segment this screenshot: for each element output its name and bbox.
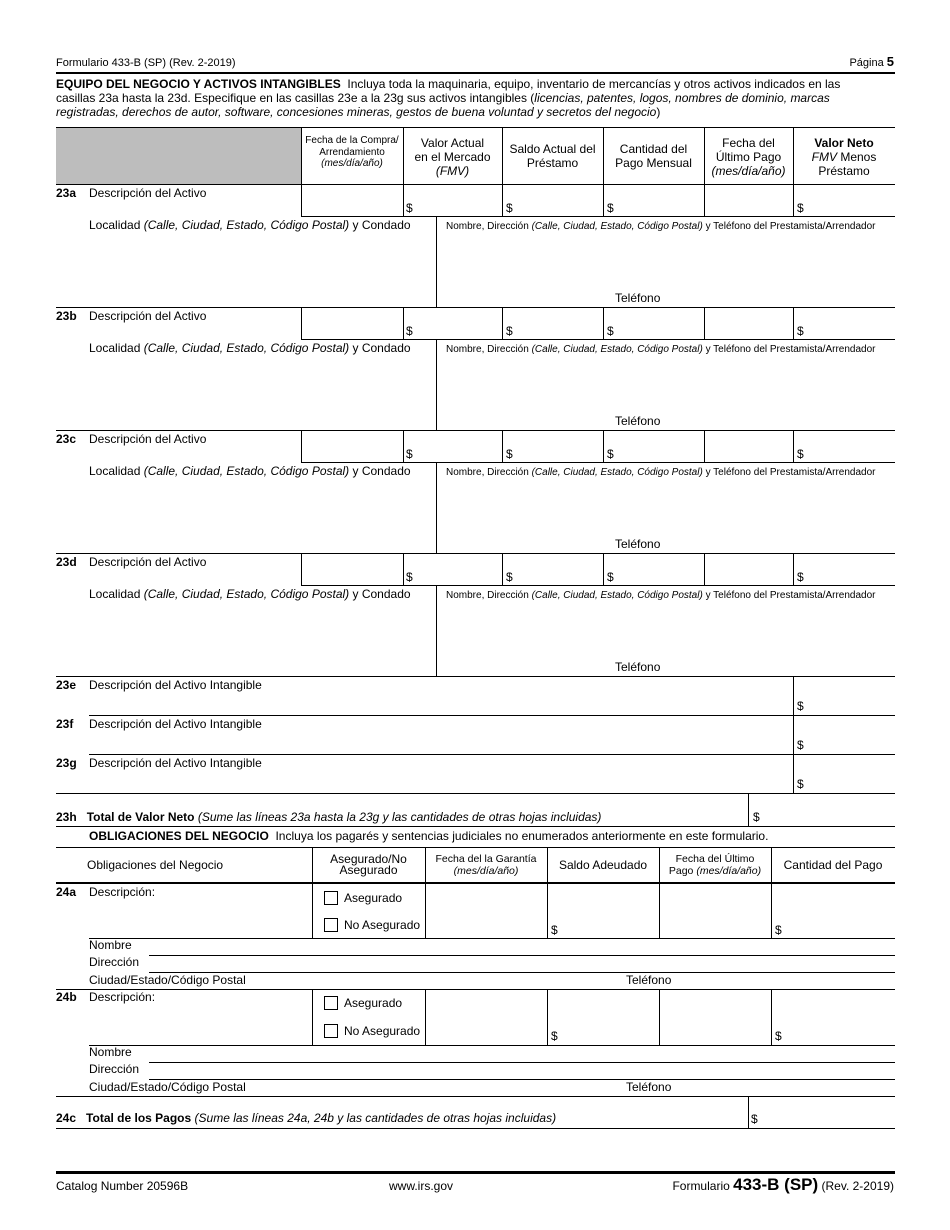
col-fmv-2: en el Mercado bbox=[414, 149, 491, 164]
col-net-2 bbox=[793, 151, 895, 165]
col-fmv-3: (FMV) bbox=[435, 163, 470, 178]
name-label: Nombre bbox=[89, 938, 132, 952]
intro-line-1: Incluya toda la maquinaria, equipo, inventario de mercancías y otros activos indicados en las bbox=[347, 77, 841, 91]
last-payment-date-field[interactable] bbox=[660, 990, 770, 1044]
location-field[interactable] bbox=[89, 481, 434, 551]
location-label: Localidad (Calle, Ciudad, Estado, Código Postal) y Condado bbox=[89, 464, 411, 478]
col-net-value bbox=[793, 137, 895, 178]
col-purchase-date bbox=[301, 135, 403, 170]
net-dollar[interactable]: $ bbox=[797, 324, 804, 338]
address-field[interactable] bbox=[149, 972, 895, 973]
unsecured-label: No Asegurado bbox=[344, 1024, 421, 1038]
name-label: Nombre bbox=[89, 1045, 132, 1059]
col-loan-2: Préstamo bbox=[526, 155, 579, 170]
header-rule bbox=[56, 72, 895, 74]
liab-desc-field[interactable] bbox=[89, 902, 309, 936]
address-field[interactable] bbox=[149, 1079, 895, 1080]
line-id: 23e bbox=[56, 678, 77, 692]
fmv-dollar[interactable]: $ bbox=[406, 570, 413, 584]
unsecured-checkbox[interactable] bbox=[324, 1024, 338, 1038]
col-fmv bbox=[403, 137, 502, 178]
liab-desc-field[interactable] bbox=[89, 1007, 309, 1041]
balance-dollar[interactable]: $ bbox=[551, 923, 558, 937]
secured-label: Asegurado bbox=[344, 891, 403, 905]
location-field[interactable] bbox=[89, 235, 434, 305]
secured-label: Asegurado bbox=[344, 996, 403, 1010]
page-number bbox=[849, 55, 894, 70]
monthly-dollar[interactable]: $ bbox=[607, 324, 614, 338]
col-last-1: Fecha del bbox=[722, 136, 775, 150]
location-label: Localidad (Calle, Ciudad, Estado, Código Postal) y Condado bbox=[89, 218, 411, 232]
intro-line-3-text: registradas, derechos de autor, software, concesiones mineras, gestos de buena voluntad y secretos del negocio bbox=[56, 105, 657, 119]
intangible-desc-label: Descripción del Activo Intangible bbox=[89, 678, 262, 692]
line-id: 23b bbox=[56, 309, 77, 323]
address-label: Dirección bbox=[89, 955, 140, 969]
col-last-3: (mes/día/año) bbox=[711, 163, 786, 178]
intangible-desc-label: Descripción del Activo Intangible bbox=[89, 756, 262, 770]
last-payment-field[interactable] bbox=[705, 185, 792, 216]
line-id: 23a bbox=[56, 186, 77, 200]
header-gray-cell bbox=[56, 128, 301, 184]
lender-label: Nombre, Dirección (Calle, Ciudad, Estado, Código Postal) y Teléfono del Prestamista/Arrendador bbox=[446, 467, 876, 478]
guarantee-date-field[interactable] bbox=[426, 990, 546, 1044]
line-id: 24a bbox=[56, 885, 77, 899]
col-net-1: Valor Neto bbox=[814, 136, 874, 150]
secured-checkbox[interactable] bbox=[324, 891, 338, 905]
name-field[interactable] bbox=[149, 955, 895, 956]
intangible-dollar[interactable]: $ bbox=[797, 738, 804, 752]
col-net-2a: FMV bbox=[811, 149, 837, 164]
liab-col-last-payment bbox=[659, 853, 771, 877]
fmv-dollar[interactable]: $ bbox=[406, 447, 413, 461]
total-payments-note: (Sume las líneas 24a, 24b y las cantidades de otras hojas incluidas) bbox=[194, 1111, 557, 1125]
asset-purchase-date-field[interactable] bbox=[302, 431, 402, 462]
balance-dollar[interactable]: $ bbox=[551, 1029, 558, 1043]
liab-desc-label: Descripción: bbox=[89, 990, 156, 1004]
net-dollar[interactable]: $ bbox=[797, 570, 804, 584]
lender-field[interactable] bbox=[438, 604, 893, 659]
col-purchase-date-3: (mes/día/año) bbox=[321, 158, 383, 169]
phone-label: Teléfono bbox=[626, 973, 672, 987]
intro-line-2 bbox=[56, 92, 830, 106]
total-net-label: Total de Valor Neto bbox=[86, 810, 195, 824]
fmv-dollar[interactable]: $ bbox=[406, 324, 413, 338]
asset-desc-label: Descripción del Activo bbox=[89, 186, 207, 200]
last-payment-field[interactable] bbox=[705, 431, 792, 462]
intangible-dollar[interactable]: $ bbox=[797, 699, 804, 713]
line-id: 23d bbox=[56, 555, 77, 569]
line-id: 24b bbox=[56, 990, 77, 1004]
city-label: Ciudad/Estado/Código Postal bbox=[89, 1080, 246, 1094]
line-id: 23c bbox=[56, 432, 77, 446]
intangible-desc-field[interactable] bbox=[89, 734, 789, 752]
asset-desc-label: Descripción del Activo bbox=[89, 432, 207, 446]
liab-col-secured bbox=[312, 853, 425, 878]
liab-desc-label: Descripción: bbox=[89, 885, 156, 899]
net-dollar[interactable]: $ bbox=[797, 447, 804, 461]
location-field[interactable] bbox=[89, 358, 434, 428]
intro-line-2b: licencias, patentes, logos, nombres de dominio, marcas bbox=[534, 91, 830, 105]
page-num: 5 bbox=[886, 54, 894, 69]
col-purchase-date-2: Arrendamiento bbox=[319, 146, 385, 158]
unsecured-label: No Asegurado bbox=[344, 918, 421, 932]
phone-label: Teléfono bbox=[615, 660, 661, 674]
col-net-2b: Menos bbox=[836, 149, 877, 164]
col-last-payment bbox=[704, 137, 793, 178]
loan-dollar[interactable]: $ bbox=[506, 570, 513, 584]
line-id: 23h bbox=[56, 810, 77, 824]
monthly-dollar[interactable]: $ bbox=[607, 570, 614, 584]
lender-field[interactable] bbox=[438, 481, 893, 536]
lender-field[interactable] bbox=[438, 358, 893, 413]
col-monthly-1: Cantidad del bbox=[619, 142, 688, 156]
liab-col-date bbox=[425, 853, 547, 877]
net-dollar[interactable]: $ bbox=[797, 201, 804, 215]
liab-col-secured-2: Asegurado bbox=[339, 862, 398, 877]
loan-dollar[interactable]: $ bbox=[506, 201, 513, 215]
liab-col-payment: Cantidad del Pago bbox=[783, 858, 883, 872]
section-title-equipment: EQUIPO DEL NEGOCIO Y ACTIVOS INTANGIBLES bbox=[56, 77, 341, 91]
intangible-dollar[interactable]: $ bbox=[797, 777, 804, 791]
footer-rev: (Rev. 2-2019) bbox=[821, 1179, 894, 1193]
phone-label: Teléfono bbox=[615, 537, 661, 551]
total-net-note: (Sume las líneas 23a hasta la 23g y las cantidades de otras hojas incluidas) bbox=[197, 810, 602, 824]
location-label: Localidad (Calle, Ciudad, Estado, Código Postal) y Condado bbox=[89, 341, 411, 355]
last-payment-field[interactable] bbox=[705, 308, 792, 339]
catalog-number: Catalog Number 20596B bbox=[56, 1179, 189, 1193]
section-title-liabilities: OBLIGACIONES DEL NEGOCIO bbox=[89, 829, 269, 843]
liab-col-date-2: (mes/día/año) bbox=[453, 865, 519, 878]
secured-checkbox[interactable] bbox=[324, 996, 338, 1010]
asset-desc-label: Descripción del Activo bbox=[89, 309, 207, 323]
lender-label: Nombre, Dirección (Calle, Ciudad, Estado, Código Postal) y Teléfono del Prestamista/Arrendador bbox=[446, 221, 876, 232]
col-net-3: Préstamo bbox=[818, 163, 870, 178]
liab-col-name: Obligaciones del Negocio bbox=[87, 858, 224, 872]
location-field[interactable] bbox=[89, 604, 434, 674]
lender-label: Nombre, Dirección (Calle, Ciudad, Estado, Código Postal) y Teléfono del Prestamista/Arrendador bbox=[446, 590, 876, 601]
total-payments-dollar[interactable]: $ bbox=[751, 1112, 758, 1126]
footer-form-number: 433-B (SP) bbox=[733, 1175, 819, 1194]
col-monthly-2: Pago Mensual bbox=[615, 155, 692, 170]
loan-dollar[interactable]: $ bbox=[506, 447, 513, 461]
monthly-dollar[interactable]: $ bbox=[607, 447, 614, 461]
col-last-2: Último Pago bbox=[715, 149, 782, 164]
asset-purchase-date-field[interactable] bbox=[302, 554, 402, 585]
form-revision: Formulario 433-B (SP) (Rev. 2-2019) bbox=[56, 57, 236, 69]
footer-form-prefix: Formulario bbox=[672, 1179, 730, 1193]
name-field[interactable] bbox=[149, 1062, 895, 1063]
page-label: Página bbox=[849, 57, 884, 69]
asset-purchase-date-field[interactable] bbox=[302, 308, 402, 339]
col-purchase-date-1: Fecha de la Compra/ bbox=[305, 135, 399, 146]
line-id: 23f bbox=[56, 717, 74, 731]
payment-dollar[interactable]: $ bbox=[775, 923, 782, 937]
col-fmv-1: Valor Actual bbox=[420, 136, 485, 150]
liab-col-last-2: Pago (mes/día/año) bbox=[668, 865, 762, 878]
phone-label: Teléfono bbox=[615, 291, 661, 305]
intangible-desc-field[interactable] bbox=[89, 773, 789, 791]
intro-line-3-close: ) bbox=[656, 105, 661, 119]
intro-line-2a: casillas 23a hasta la 23d. Especifique en las casillas 23e a la 23g sus activos intangibles ( bbox=[56, 91, 535, 105]
intangible-desc-label: Descripción del Activo Intangible bbox=[89, 717, 262, 731]
section-intro bbox=[56, 78, 840, 92]
line-id: 23g bbox=[56, 756, 77, 770]
total-payments-label: Total de los Pagos bbox=[86, 1111, 192, 1125]
asset-purchase-date-field[interactable] bbox=[302, 185, 402, 216]
city-label: Ciudad/Estado/Código Postal bbox=[89, 973, 246, 987]
liab-col-last-1: Fecha del Último bbox=[675, 853, 755, 865]
intro-line-3 bbox=[56, 106, 660, 120]
section2-header bbox=[89, 830, 768, 844]
total-net-line bbox=[56, 811, 601, 825]
col-monthly-payment bbox=[603, 143, 704, 171]
footer-form-id bbox=[672, 1175, 894, 1195]
total-net-dollar[interactable]: $ bbox=[753, 810, 760, 824]
last-payment-field[interactable] bbox=[705, 554, 792, 585]
asset-desc-label: Descripción del Activo bbox=[89, 555, 207, 569]
unsecured-checkbox[interactable] bbox=[324, 918, 338, 932]
section2-intro: Incluya los pagarés y sentencias judiciales no enumerados anteriormente en este formulario. bbox=[275, 829, 769, 843]
address-label: Dirección bbox=[89, 1062, 140, 1076]
loan-dollar[interactable]: $ bbox=[506, 324, 513, 338]
intangible-desc-field[interactable] bbox=[89, 695, 789, 713]
total-payments-line bbox=[56, 1112, 556, 1126]
fmv-dollar[interactable]: $ bbox=[406, 201, 413, 215]
phone-label: Teléfono bbox=[615, 414, 661, 428]
lender-label: Nombre, Dirección (Calle, Ciudad, Estado, Código Postal) y Teléfono del Prestamista/Arrendador bbox=[446, 344, 876, 355]
last-payment-date-field[interactable] bbox=[660, 885, 770, 937]
line-id: 24c bbox=[56, 1111, 77, 1125]
col-loan-1: Saldo Actual del bbox=[509, 142, 596, 156]
phone-label: Teléfono bbox=[626, 1080, 672, 1094]
payment-dollar[interactable]: $ bbox=[775, 1029, 782, 1043]
location-label: Localidad (Calle, Ciudad, Estado, Código Postal) y Condado bbox=[89, 587, 411, 601]
website-link[interactable]: www.irs.gov bbox=[389, 1179, 454, 1193]
lender-field[interactable] bbox=[438, 235, 893, 290]
guarantee-date-field[interactable] bbox=[426, 885, 546, 937]
footer-rule bbox=[56, 1171, 895, 1174]
liab-col-date-1: Fecha del la Garantía bbox=[435, 853, 537, 865]
liab-col-balance: Saldo Adeudado bbox=[558, 858, 648, 872]
monthly-dollar[interactable]: $ bbox=[607, 201, 614, 215]
liab-col-secured-1: Asegurado/No bbox=[330, 852, 407, 866]
col-loan-balance bbox=[502, 143, 603, 171]
